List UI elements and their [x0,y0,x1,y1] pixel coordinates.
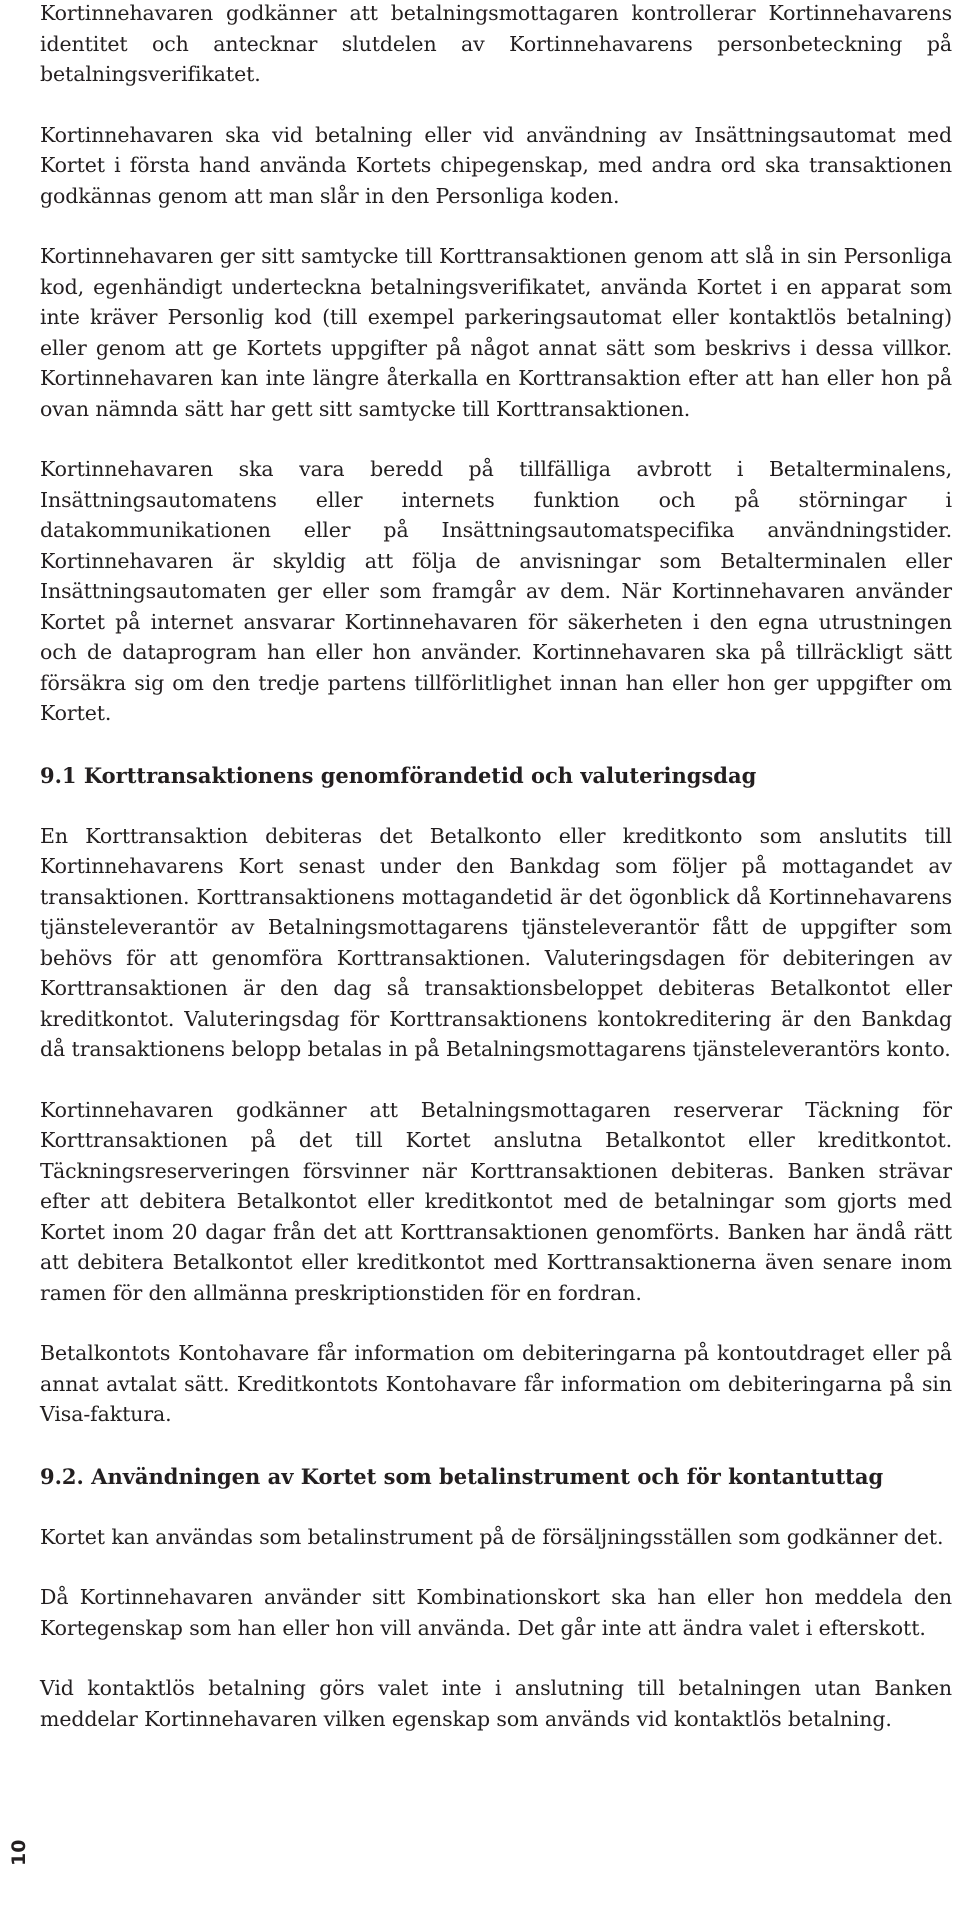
paragraph: Kortet kan användas som betalinstrument på de försäljningsställen som godkänner det. [40,1524,944,1549]
paragraph: Kortinnehavaren ska vara beredd på tillfälliga avbrott i Betalterminalens, Insättningsautomatens eller internets funktion och på störningar i datakommunikationen eller på Insättningsautomatspecifika användningstider. Kortinnehavaren är skyldig att följa de anvisningar som Betalterminalen eller Insättningsautomaten ger eller som framgår av dem. När Kortinnehavaren använder Kortet på internet ansvarar Kortinnehavaren för säkerheten i den egna utrustningen och de dataprogram han eller hon använder. Kortinnehavaren ska på tillräckligt sätt försäkra sig om den tredje partens tillförlitlighet innan han eller hon ger uppgifter om Kortet. [40,457,952,725]
section-heading-9-2: 9.2. Användningen av Kortet som betalinstrument och för kontantuttag [40,1463,884,1489]
paragraph: Betalkontots Kontohavare får information om debiteringarna på kontoutdraget eller på annat avtalat sätt. Kreditkontots Kontohavare får information om debiteringarna på sin Visa-faktura. [40,1341,952,1426]
page-number: 10 [8,1839,30,1866]
paragraph: Kortinnehavaren ska vid betalning eller vid användning av Insättningsautomat med Kortet i första hand använda Kortets chipegenskap, med andra ord ska transaktionen godkännas genom att man slår in den Personliga koden. [40,122,952,208]
paragraph: Kortinnehavaren godkänner att betalningsmottagaren kontrollerar Kortinnehavarens identitet och antecknar slutdelen av Kortinnehavarens personbeteckning på betalningsverifikatet. [40,1,952,86]
paragraph: En Korttransaktion debiteras det Betalkonto eller kreditkonto som anslutits till Kortinnehavarens Kort senast under den Bankdag som följer på mottagandet av transaktionen. Korttransaktionens mottagandetid är det ögonblick då Kortinnehavarens tjänsteleverantör av Betalningsmottagarens tjänsteleverantör fått de uppgifter som behövs för att genomföra Korttransaktionen. Valuteringsdagen för debiteringen av Korttransaktionen är den dag så transaktionsbeloppet debiteras Betalkontot eller kreditkontot. Valuteringsdag för Korttransaktionens kontokreditering är den Bankdag då transaktionens belopp betalas in på Betalningsmottagarens tjänsteleverantörs konto. [40,823,952,1061]
document-page [40,0,952,1734]
paragraph: Kortinnehavaren ger sitt samtycke till Korttransaktionen genom att slå in sin Personliga kod, egenhändigt underteckna betalningsverifikatet, använda Kortet i en apparat som inte kräver Personlig kod (till exempel parkeringsautomat eller kontaktlös betalning) eller genom att ge Kortets uppgifter på något annat sätt som beskrivs i dessa villkor. Kortinnehavaren kan inte längre återkalla en Korttransaktion efter att han eller hon på ovan nämnda sätt har gett sitt samtycke till Korttransaktionen. [40,244,952,421]
paragraph: Kortinnehavaren godkänner att Betalningsmottagaren reserverar Täckning för Korttransaktionen på det till Kortet anslutna Betalkontot eller kreditkontot. Täckningsreserveringen försvinner när Korttransaktionen debiteras. Banken strävar efter att debitera Betalkontot eller kreditkontot med de betalningar som gjorts med Kortet inom 20 dagar från det att Korttransaktionen genomförts. Banken har ändå rätt att debitera Betalkontot eller kreditkontot med Korttransaktionerna även senare inom ramen för den allmänna preskriptionstiden för en fordran. [40,1097,952,1305]
paragraph: Då Kortinnehavaren använder sitt Kombinationskort ska han eller hon meddela den Kortegenskap som han eller hon vill använda. Det går inte att ändra valet i efterskott. [40,1585,952,1640]
paragraph: Vid kontaktlös betalning görs valet inte i anslutning till betalningen utan Banken meddelar Kortinnehavaren vilken egenskap som används vid kontaktlös betalning. [40,1676,952,1731]
section-heading-9-1: 9.1 Korttransaktionens genomförandetid och valuteringsdag [40,762,757,788]
